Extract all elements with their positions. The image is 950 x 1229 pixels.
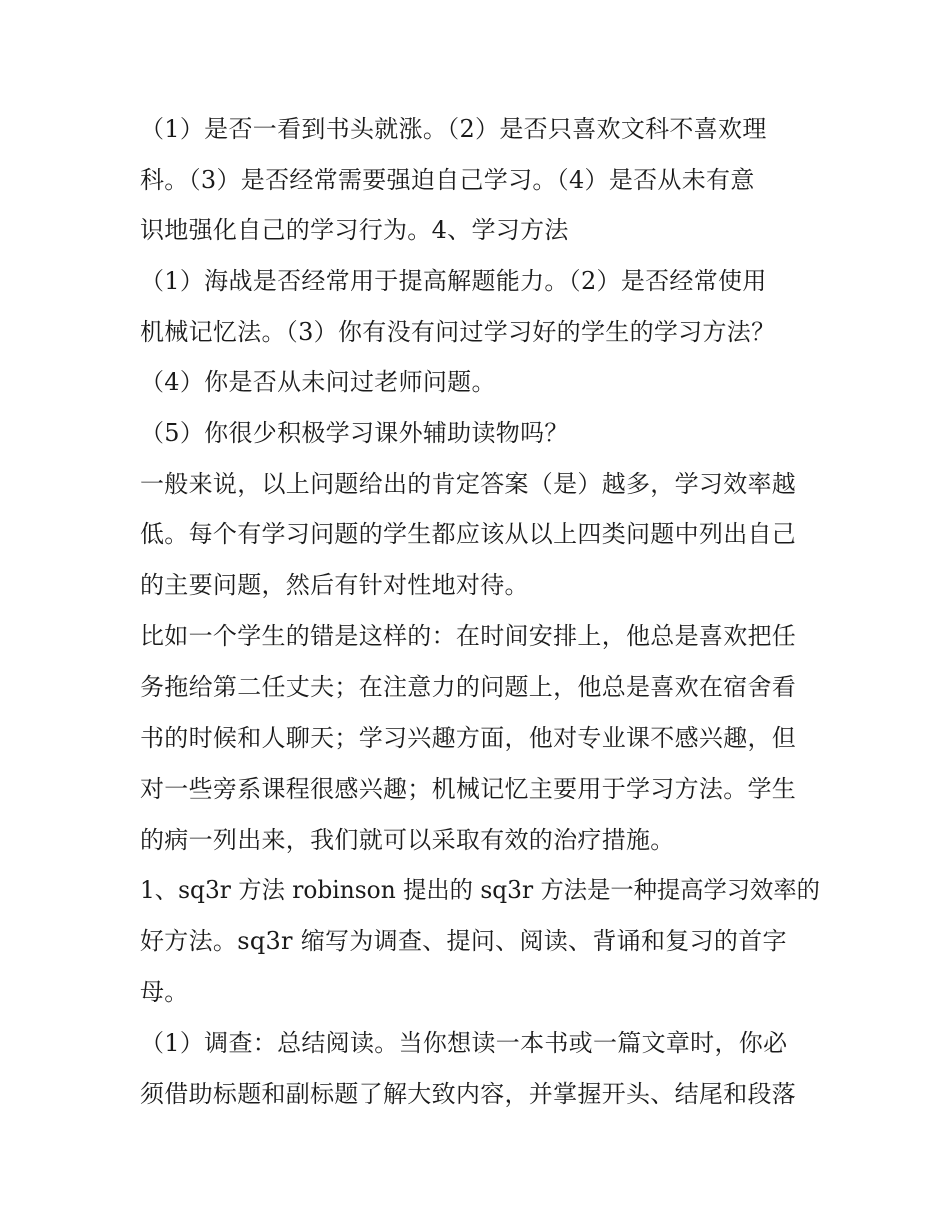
text-line: 机械记忆法。（3）你有没有问过学习好的学生的学习方法？ [140, 318, 776, 346]
text-line: （5）你很少积极学习课外辅助读物吗？ [140, 419, 569, 447]
text-line: 比如一个学生的错是这样的：在时间安排上，他总是喜欢把任 [140, 622, 797, 650]
text-line: 的主要问题，然后有针对性地对待。 [140, 571, 529, 599]
text-line: 科。（3）是否经常需要强迫自己学习。（4）是否从未有意 [140, 166, 755, 194]
text-line: （1）海战是否经常用于提高解题能力。（2）是否经常使用 [140, 267, 767, 295]
text-line: 一般来说，以上问题给出的肯定答案（是）越多，学习效率越 [140, 470, 797, 498]
text-line: 对一些旁系课程很感兴趣；机械记忆主要用于学习方法。学生 [140, 775, 797, 803]
text-line: 母。 [140, 978, 189, 1006]
text-line: （1）是否一看到书头就涨。（2）是否只喜欢文科不喜欢理 [140, 115, 767, 143]
text-line: 须借助标题和副标题了解大致内容，并掌握开头、结尾和段落 [140, 1080, 797, 1108]
text-line: 好方法。sq3r 缩写为调查、提问、阅读、背诵和复习的首字 [140, 927, 787, 955]
text-line: 的病一列出来，我们就可以采取有效的治疗措施。 [140, 826, 675, 854]
text-line: （1）调查：总结阅读。当你想读一本书或一篇文章时，你必 [140, 1029, 788, 1057]
text-line: 务拖给第二任丈夫；在注意力的问题上，他总是喜欢在宿舍看 [140, 673, 797, 701]
text-line: 1、sq3r 方法 robinson 提出的 sq3r 方法是一种提高学习效率的 [140, 876, 820, 904]
text-line: 书的时候和人聊天；学习兴趣方面，他对专业课不感兴趣，但 [140, 724, 797, 752]
text-line: （4）你是否从未问过老师问题。 [140, 368, 496, 396]
text-line: 低。每个有学习问题的学生都应该从以上四类问题中列出自己 [140, 520, 797, 548]
text-line: 识地强化自己的学习行为。4、学习方法 [140, 216, 569, 244]
